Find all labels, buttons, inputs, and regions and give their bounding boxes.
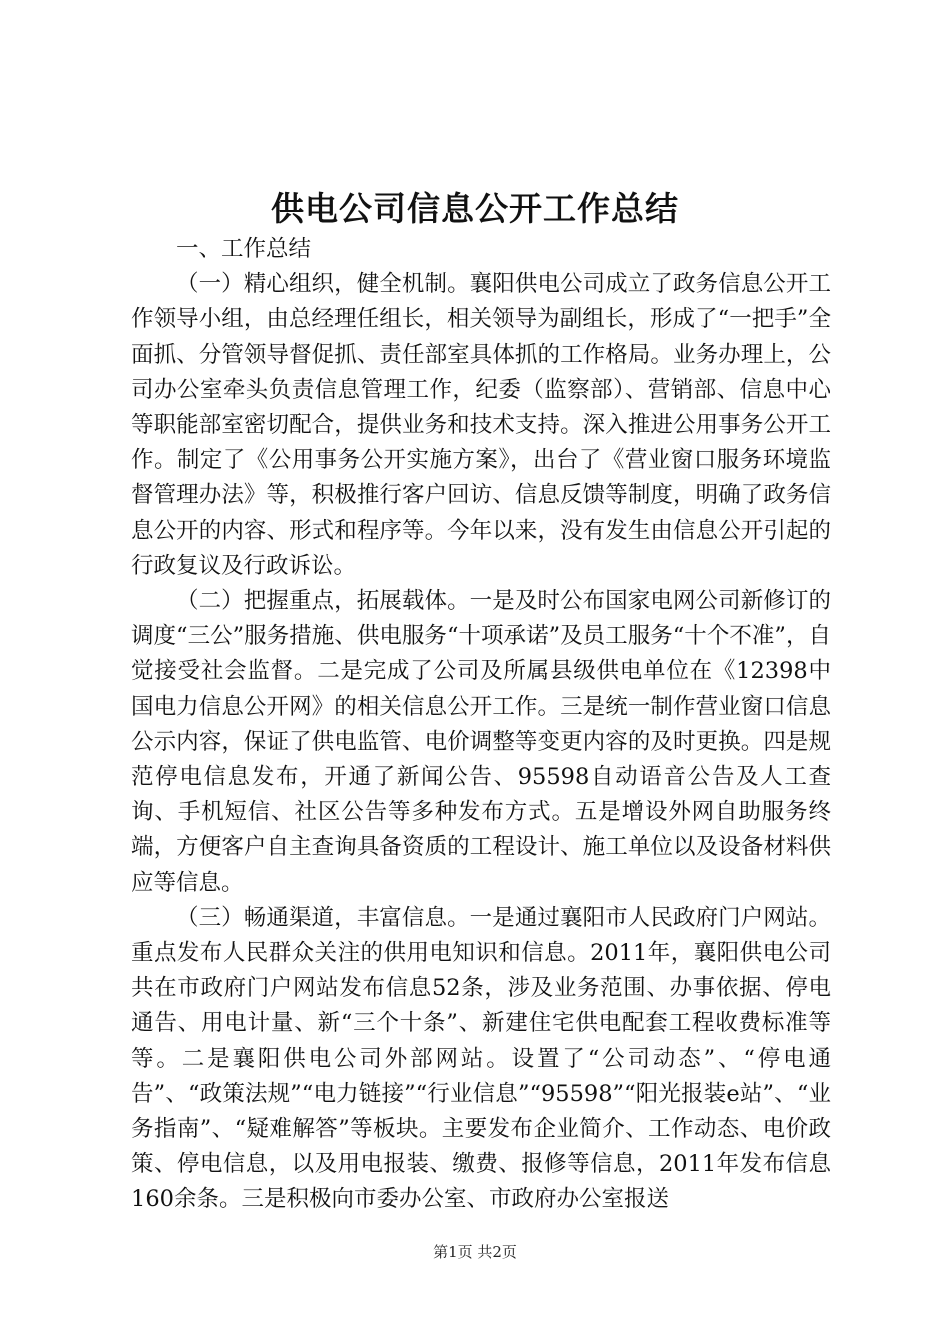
paragraph-2: （二）把握重点，拓展载体。一是及时公布国家电网公司新修订的调度“三公”服务措施、供电服务“十项承诺”及员工服务“十个不准”，自觉接受社会监督。二是完成了公司及所属县级供电单位在《12398中国电力信息公开网》的相关信息公开工作。三是统一制作营业窗口信息公示内容，保证了供电监管、电价调整等变更内容的及时更换。四是规范停电信息发布，开通了新闻公告、95598自动语音公告及人工查询、手机短信、社区公告等多种发布方式。五是增设外网自助服务终端，方便客户自主查询具备资质的工程设计、施工单位以及设备材料供应等信息。 bbox=[131, 588, 831, 896]
section-heading: 一、工作总结 bbox=[176, 236, 312, 262]
paragraph-3: （三）畅通渠道，丰富信息。一是通过襄阳市人民政府门户网站。重点发布人民群众关注的供用电知识和信息。2011年，襄阳供电公司共在市政府门户网站发布信息52条，涉及业务范围、办事依据、停电通告、用电计量、新“三个十条”、新建住宅供电配套工程收费标准等等。二是襄阳供电公司外部网站。设置了“公司动态”、“停电通告”、“政策法规”“电力链接”“行业信息”“95598”“阳光报装e站”、“业务指南”、“疑难解答”等板块。主要发布企业简介、工作动态、电价政策、停电信息，以及用电报装、缴费、报修等信息，2011年发布信息160余条。三是积极向市委办公室、市政府办公室报送 bbox=[131, 904, 831, 1213]
paragraph-1: （一）精心组织，健全机制。襄阳供电公司成立了政务信息公开工作领导小组，由总经理任组长，相关领导为副组长，形成了“一把手”全面抓、分管领导督促抓、责任部室具体抓的工作格局。业务办理上，公司办公室牵头负责信息管理工作，纪委（监察部）、营销部、信息中心等职能部室密切配合，提供业务和技术支持。深入推进公用事务公开工作。制定了《公用事务公开实施方案》，出台了《营业窗口服务环境监督管理办法》等，积极推行客户回访、信息反馈等制度，明确了政务信息公开的内容、形式和程序等。今年以来，没有发生由信息公开引起的行政复议及行政诉讼。 bbox=[131, 271, 831, 579]
document-title: 供电公司信息公开工作总结 bbox=[271, 189, 679, 228]
document-body bbox=[131, 232, 831, 1218]
page-footer: 第1页 共2页 bbox=[433, 1243, 517, 1261]
